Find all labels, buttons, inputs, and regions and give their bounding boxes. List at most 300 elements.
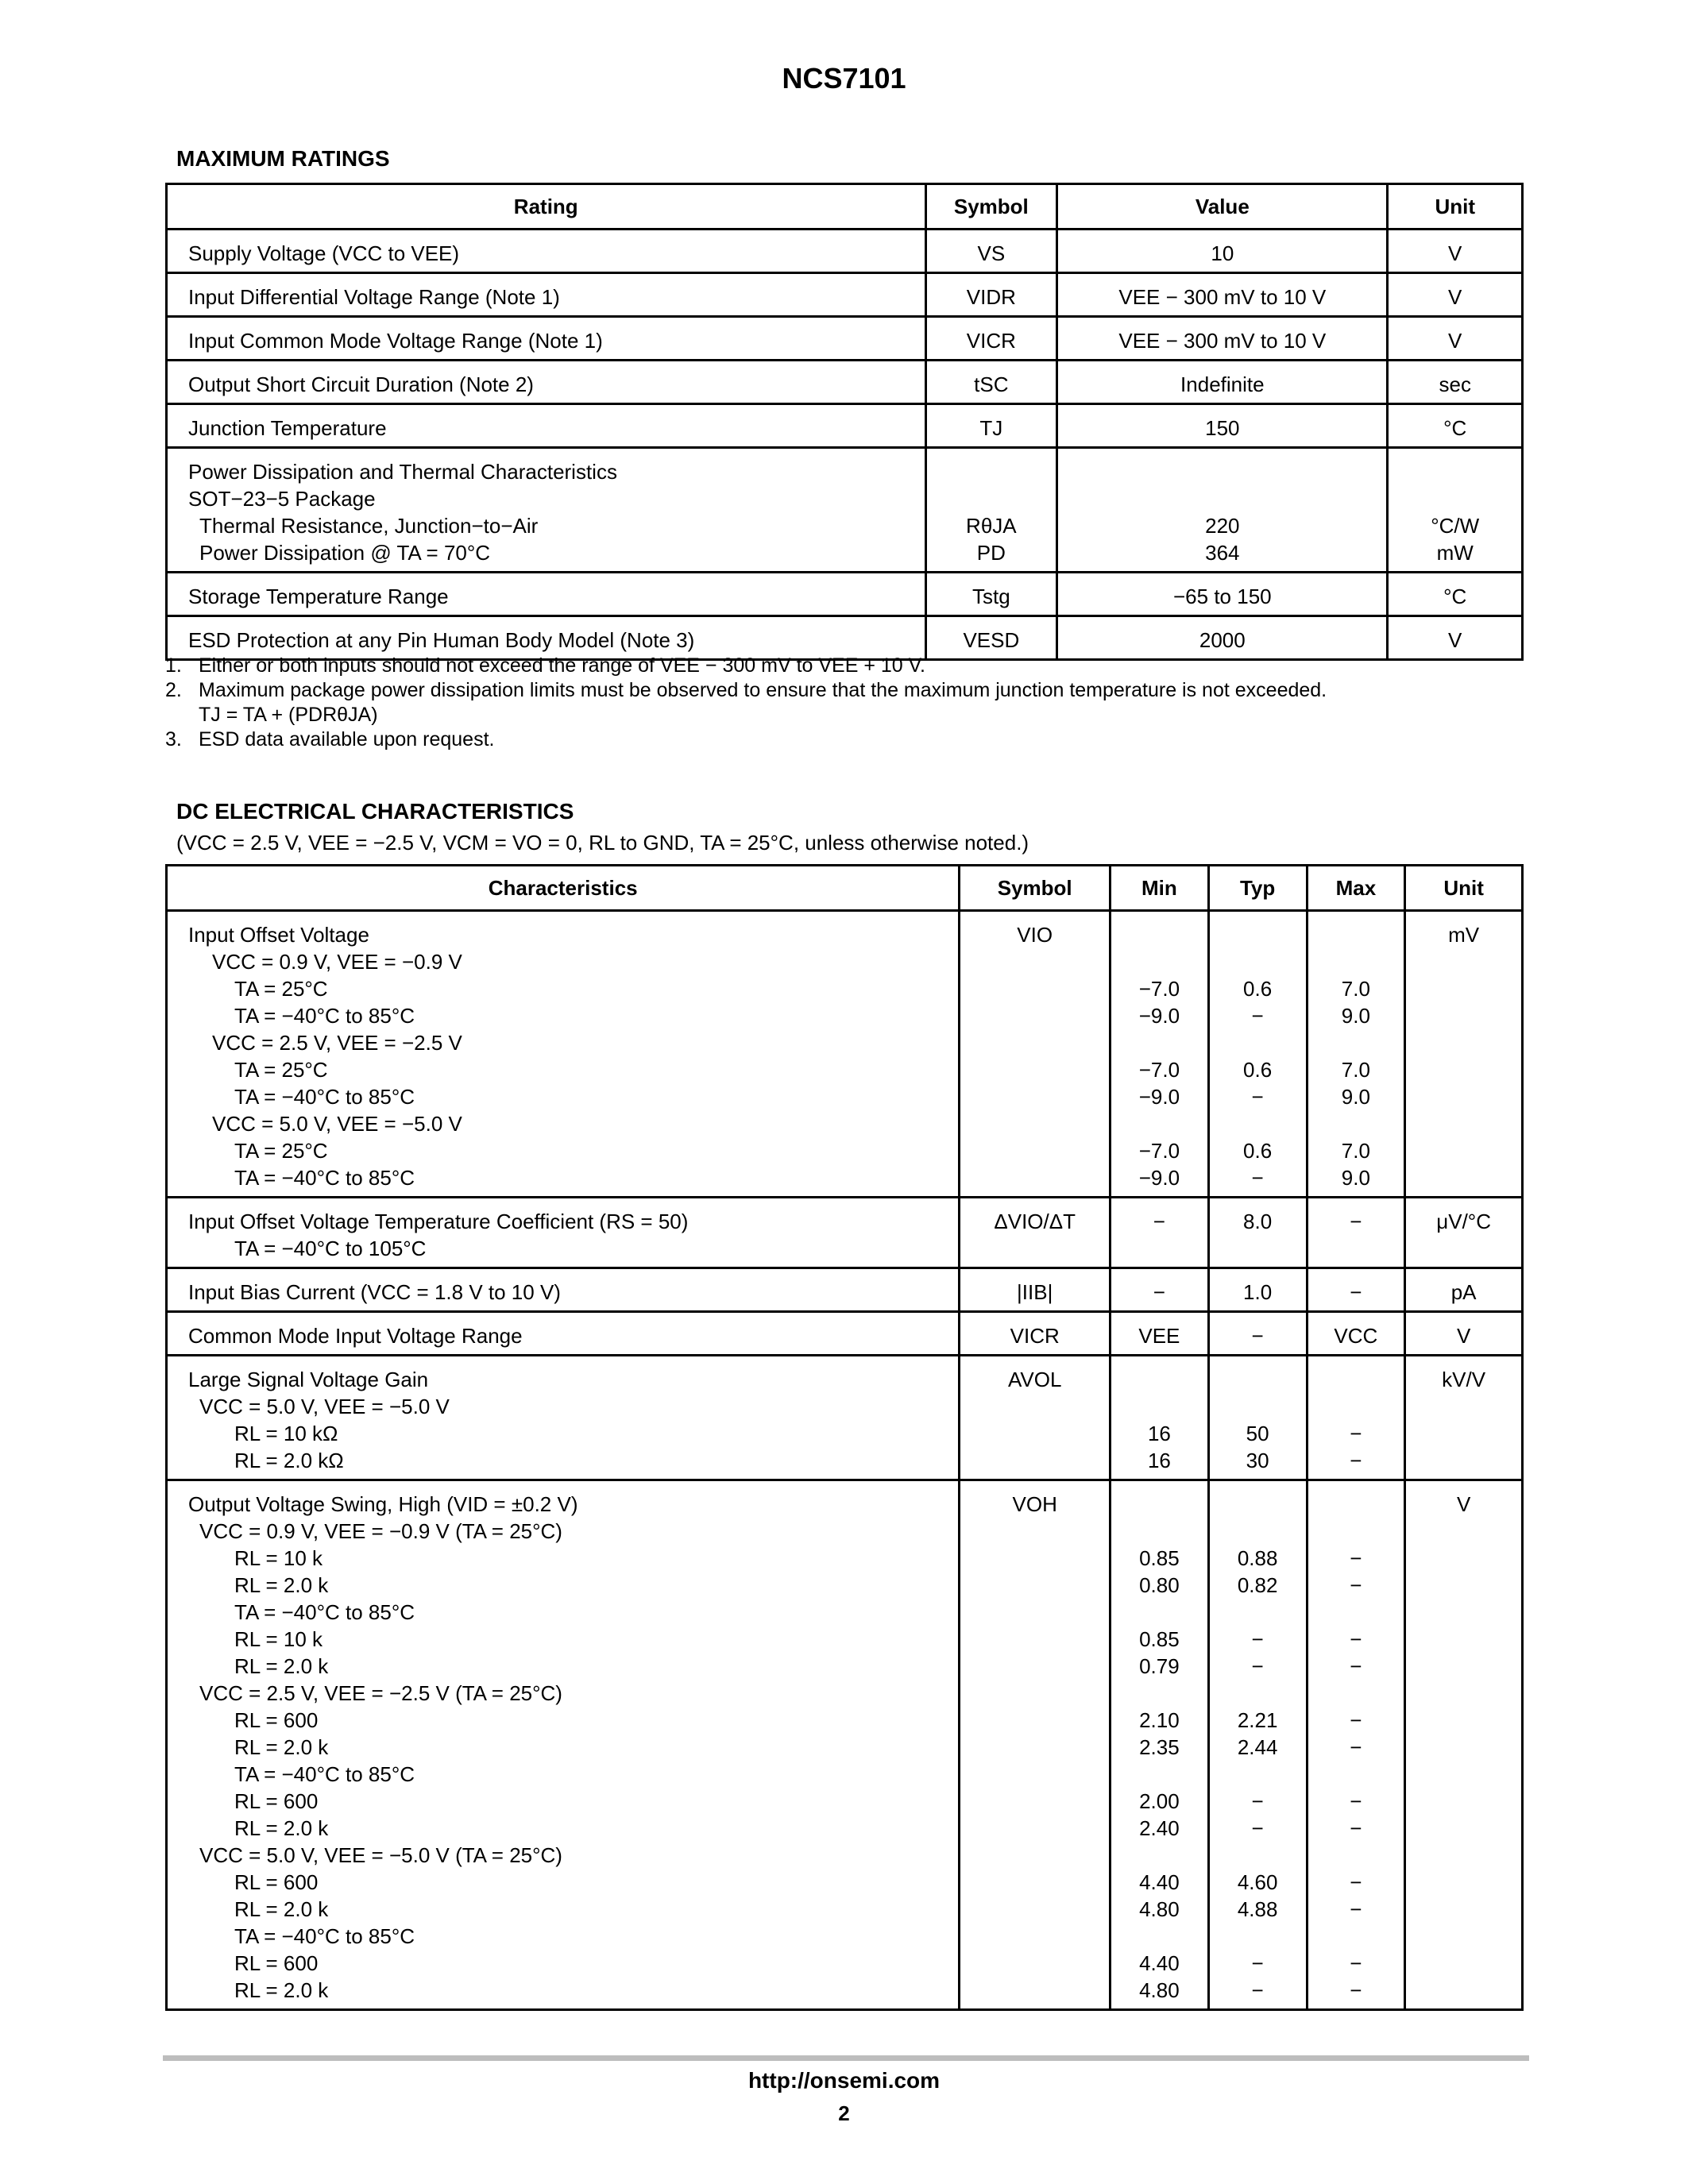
max-cell-line xyxy=(1315,1518,1398,1545)
max-cell-line xyxy=(1315,1842,1398,1869)
typ-cell-line xyxy=(1216,948,1300,975)
symbol-cell-line: VIO xyxy=(1017,923,1053,947)
max-cell-line: − xyxy=(1350,1870,1362,1894)
typ-cell-line: − xyxy=(1251,1951,1264,1975)
typ-cell-line: 0.88 xyxy=(1237,1546,1278,1570)
max-cell xyxy=(1307,1312,1405,1356)
unit-cell-line: mV xyxy=(1448,923,1480,947)
typ-cell-line xyxy=(1216,1518,1300,1545)
min-cell-line xyxy=(1118,1842,1201,1869)
unit-cell xyxy=(1388,616,1523,660)
max-cell-line xyxy=(1315,948,1398,975)
unit-cell xyxy=(1405,1480,1523,2010)
min-cell-line: 0.85 xyxy=(1139,1546,1180,1570)
unit-cell xyxy=(1388,573,1523,616)
table-row xyxy=(167,1268,1523,1312)
min-cell-line: − xyxy=(1153,1210,1165,1233)
min-cell-line: 4.40 xyxy=(1139,1951,1180,1975)
symbol-cell-line: RθJA xyxy=(966,514,1017,538)
rating-cell-line: Input Differential Voltage Range (Note 1) xyxy=(188,285,560,309)
max-cell-line xyxy=(1315,1680,1398,1707)
characteristic-cell-line: TA = −40°C to 105°C xyxy=(234,1237,427,1260)
symbol-cell xyxy=(925,448,1057,573)
unit-cell xyxy=(1405,1312,1523,1356)
unit-cell-line: °C/W xyxy=(1431,514,1480,538)
min-cell-line xyxy=(1118,1110,1201,1137)
characteristic-cell-line: RL = 2.0 kΩ xyxy=(234,1449,344,1472)
symbol-cell-line: VESD xyxy=(963,628,1020,652)
characteristic-cell xyxy=(167,1268,960,1312)
symbol-cell-line xyxy=(933,458,1050,485)
typ-cell-line: 0.6 xyxy=(1243,1058,1273,1082)
symbol-cell xyxy=(925,404,1057,448)
footer-divider xyxy=(163,2055,1529,2061)
value-cell xyxy=(1057,448,1388,573)
min-cell-line: 16 xyxy=(1147,1422,1171,1445)
note-item xyxy=(165,654,1327,678)
typ-cell-line: 30 xyxy=(1246,1449,1269,1472)
max-cell-line: − xyxy=(1350,1422,1362,1445)
typ-cell-line xyxy=(1216,1680,1300,1707)
min-cell-line: −9.0 xyxy=(1138,1166,1180,1190)
rating-cell-line: Output Short Circuit Duration (Note 2) xyxy=(188,372,534,396)
typ-cell-line: − xyxy=(1251,1004,1264,1028)
min-cell-line xyxy=(1118,1680,1201,1707)
table-row xyxy=(167,317,1523,361)
min-cell-line: 4.80 xyxy=(1139,1897,1180,1921)
min-cell-line: 16 xyxy=(1147,1449,1171,1472)
rating-cell-line: Power Dissipation @ TA = 70°C xyxy=(199,541,491,565)
characteristic-cell xyxy=(167,1312,960,1356)
value-cell-line: 150 xyxy=(1205,416,1240,440)
value-cell-line xyxy=(1064,458,1380,485)
header-symbol: Symbol xyxy=(960,866,1111,911)
max-cell-line: 7.0 xyxy=(1341,977,1370,1001)
characteristic-cell-line: RL = 2.0 k xyxy=(234,1573,329,1597)
max-cell-line: − xyxy=(1350,1708,1362,1732)
typ-cell-line: − xyxy=(1251,1085,1264,1109)
value-cell-line: VEE − 300 mV to 10 V xyxy=(1118,285,1327,309)
max-cell-line xyxy=(1315,1029,1398,1056)
characteristic-cell-line: RL = 600 xyxy=(234,1951,319,1975)
note-number: 1. xyxy=(165,654,182,677)
max-cell xyxy=(1307,1480,1405,2010)
unit-cell-line xyxy=(1395,485,1515,512)
characteristic-cell-line: VCC = 5.0 V, VEE = −5.0 V xyxy=(212,1112,462,1136)
min-cell xyxy=(1111,911,1209,1198)
symbol-cell-line: tSC xyxy=(974,372,1009,396)
symbol-cell-line: AVOL xyxy=(1007,1368,1062,1391)
unit-cell-line: V xyxy=(1448,329,1462,353)
symbol-cell-line: VICR xyxy=(966,329,1016,353)
rating-cell-line: Supply Voltage (VCC to VEE) xyxy=(188,241,460,265)
characteristic-cell-line: RL = 600 xyxy=(234,1870,319,1894)
max-cell-line: − xyxy=(1350,1627,1362,1651)
max-cell-line: − xyxy=(1350,1735,1362,1759)
unit-cell xyxy=(1405,1198,1523,1268)
rating-cell-line: Thermal Resistance, Junction−to−Air xyxy=(199,514,539,538)
page-title: NCS7101 xyxy=(782,62,906,95)
min-cell xyxy=(1111,1198,1209,1268)
symbol-cell xyxy=(960,1268,1111,1312)
note-number: 3. xyxy=(165,728,182,751)
typ-cell-line xyxy=(1216,1599,1300,1626)
min-cell-line: 2.00 xyxy=(1139,1789,1180,1813)
max-cell-line: − xyxy=(1350,1280,1362,1304)
symbol-cell-line: PD xyxy=(976,541,1006,565)
max-cell-line: 9.0 xyxy=(1341,1166,1370,1190)
min-cell-line: 0.80 xyxy=(1139,1573,1180,1597)
characteristic-cell-line: Input Offset Voltage Temperature Coefficient (RS = 50) xyxy=(188,1210,689,1233)
symbol-cell xyxy=(960,911,1111,1198)
typ-cell-line: 50 xyxy=(1246,1422,1269,1445)
characteristic-cell-line: TA = −40°C to 85°C xyxy=(234,1085,415,1109)
characteristic-cell-line: TA = −40°C to 85°C xyxy=(234,1924,415,1948)
symbol-cell xyxy=(960,1480,1111,2010)
min-cell-line: 2.10 xyxy=(1139,1708,1180,1732)
table-row xyxy=(167,573,1523,616)
max-cell-line xyxy=(1315,1393,1398,1420)
characteristic-cell-line: RL = 2.0 k xyxy=(234,1978,329,2002)
value-cell-line: 364 xyxy=(1205,541,1240,565)
value-cell xyxy=(1057,317,1388,361)
rating-cell xyxy=(167,317,926,361)
characteristic-cell-line: TA = 25°C xyxy=(234,977,328,1001)
header-max: Max xyxy=(1307,866,1405,911)
rating-cell xyxy=(167,404,926,448)
min-cell-line: 0.79 xyxy=(1139,1654,1180,1678)
table-row xyxy=(167,1198,1523,1268)
value-cell xyxy=(1057,361,1388,404)
min-cell xyxy=(1111,1268,1209,1312)
characteristic-cell-line: TA = −40°C to 85°C xyxy=(234,1600,415,1624)
characteristic-cell-line: RL = 10 k xyxy=(234,1627,323,1651)
characteristic-cell-line: Large Signal Voltage Gain xyxy=(188,1368,429,1391)
max-cell xyxy=(1307,1356,1405,1480)
max-cell-line xyxy=(1315,1761,1398,1788)
note-number: 2. xyxy=(165,679,182,701)
symbol-cell xyxy=(925,361,1057,404)
max-cell-line: 7.0 xyxy=(1341,1139,1370,1163)
max-cell-line: − xyxy=(1350,1816,1362,1840)
max-ratings-table xyxy=(165,183,1524,661)
characteristic-cell-line: VCC = 0.9 V, VEE = −0.9 V xyxy=(212,950,462,974)
max-cell-line: − xyxy=(1350,1978,1362,2002)
typ-cell-line: − xyxy=(1251,1789,1264,1813)
unit-cell-line: sec xyxy=(1439,372,1471,396)
typ-cell-line xyxy=(1216,921,1300,948)
rating-cell-line: Input Common Mode Voltage Range (Note 1) xyxy=(188,329,603,353)
symbol-cell xyxy=(925,317,1057,361)
dc-characteristics-table xyxy=(165,864,1524,2011)
symbol-cell xyxy=(960,1198,1111,1268)
unit-cell xyxy=(1388,404,1523,448)
typ-cell-line: − xyxy=(1251,1816,1264,1840)
symbol-cell xyxy=(925,273,1057,317)
typ-cell xyxy=(1208,911,1307,1198)
max-cell-line xyxy=(1315,1491,1398,1518)
min-cell-line: −7.0 xyxy=(1138,977,1180,1001)
table-row xyxy=(167,404,1523,448)
typ-cell-line xyxy=(1216,1029,1300,1056)
rating-cell xyxy=(167,361,926,404)
characteristic-cell-line: Common Mode Input Voltage Range xyxy=(188,1324,523,1348)
typ-cell-line: − xyxy=(1251,1654,1264,1678)
min-cell-line xyxy=(1118,1761,1201,1788)
symbol-cell-line: |IIB| xyxy=(1017,1280,1053,1304)
unit-cell-line: kV/V xyxy=(1442,1368,1486,1391)
rating-cell xyxy=(167,448,926,573)
header-min: Min xyxy=(1111,866,1209,911)
unit-cell-line: °C xyxy=(1443,585,1467,608)
characteristic-cell-line: TA = −40°C to 85°C xyxy=(234,1762,415,1786)
typ-cell-line xyxy=(1216,1491,1300,1518)
note-number xyxy=(165,703,199,727)
min-cell-line xyxy=(1118,1029,1201,1056)
min-cell-line: −9.0 xyxy=(1138,1004,1180,1028)
min-cell-line: −9.0 xyxy=(1138,1085,1180,1109)
table-header-row xyxy=(167,184,1523,230)
min-cell-line xyxy=(1118,1366,1201,1393)
characteristic-cell-line: RL = 600 xyxy=(234,1789,319,1813)
typ-cell-line xyxy=(1216,1366,1300,1393)
min-cell-line xyxy=(1118,948,1201,975)
typ-cell-line: 4.60 xyxy=(1237,1870,1278,1894)
value-cell xyxy=(1057,573,1388,616)
characteristic-cell-line: VCC = 0.9 V, VEE = −0.9 V (TA = 25°C) xyxy=(199,1519,562,1543)
typ-cell xyxy=(1208,1312,1307,1356)
header-characteristics: Characteristics xyxy=(167,866,960,911)
characteristic-cell-line: TA = −40°C to 85°C xyxy=(234,1166,415,1190)
min-cell-line xyxy=(1118,1923,1201,1950)
typ-cell-line: 0.6 xyxy=(1243,977,1273,1001)
characteristic-cell xyxy=(167,1480,960,2010)
symbol-cell-line: VOH xyxy=(1012,1492,1057,1516)
min-cell-line: 0.85 xyxy=(1139,1627,1180,1651)
typ-cell-line: − xyxy=(1251,1627,1264,1651)
unit-cell-line: V xyxy=(1456,1324,1471,1348)
note-item xyxy=(165,727,1327,752)
max-cell-line: − xyxy=(1350,1449,1362,1472)
note-text: TJ = TA + (PDRθJA) xyxy=(199,704,378,726)
max-cell-line xyxy=(1315,1110,1398,1137)
unit-cell xyxy=(1405,1356,1523,1480)
characteristic-cell-line: TA = 25°C xyxy=(234,1058,328,1082)
symbol-cell xyxy=(925,573,1057,616)
rating-cell-line: Storage Temperature Range xyxy=(188,585,449,608)
header-rating: Rating xyxy=(167,184,926,230)
typ-cell-line: 8.0 xyxy=(1243,1210,1273,1233)
table-row xyxy=(167,1312,1523,1356)
unit-cell-line: V xyxy=(1448,628,1462,652)
min-cell-line: −7.0 xyxy=(1138,1139,1180,1163)
rating-cell-line: Junction Temperature xyxy=(188,416,387,440)
min-cell-line: VEE xyxy=(1138,1324,1180,1348)
typ-cell-line: 0.6 xyxy=(1243,1139,1273,1163)
characteristic-cell-line: Output Voltage Swing, High (VID = ±0.2 V) xyxy=(188,1492,578,1516)
header-typ: Typ xyxy=(1208,866,1307,911)
rating-cell-line: ESD Protection at any Pin Human Body Model (Note 3) xyxy=(188,628,695,652)
note-text: Either or both inputs should not exceed the range of VEE − 300 mV to VEE + 10 V. xyxy=(199,654,925,677)
symbol-cell-line xyxy=(933,485,1050,512)
unit-cell-line: V xyxy=(1448,285,1462,309)
typ-cell-line: 1.0 xyxy=(1243,1280,1273,1304)
table-row xyxy=(167,361,1523,404)
characteristic-cell-line: Input Bias Current (VCC = 1.8 V to 10 V) xyxy=(188,1280,561,1304)
table-row xyxy=(167,1480,1523,2010)
max-cell-line: − xyxy=(1350,1951,1362,1975)
header-value: Value xyxy=(1057,184,1388,230)
max-cell-line: − xyxy=(1350,1210,1362,1233)
min-cell-line xyxy=(1118,921,1201,948)
min-cell-line: 2.40 xyxy=(1139,1816,1180,1840)
symbol-cell-line: TJ xyxy=(979,416,1003,440)
characteristic-cell-line: RL = 2.0 k xyxy=(234,1735,329,1759)
table-header-row xyxy=(167,866,1523,911)
footer-url-link[interactable]: http://onsemi.com xyxy=(747,2068,941,2093)
note-text: ESD data available upon request. xyxy=(199,728,495,751)
unit-cell-line: V xyxy=(1456,1492,1471,1516)
min-cell-line xyxy=(1118,1599,1201,1626)
typ-cell-line: 0.82 xyxy=(1237,1573,1278,1597)
characteristic-cell-line: TA = 25°C xyxy=(234,1139,328,1163)
header-unit: Unit xyxy=(1405,866,1523,911)
min-cell-line: 4.80 xyxy=(1139,1978,1180,2002)
unit-cell xyxy=(1388,230,1523,273)
min-cell-line: 2.35 xyxy=(1139,1735,1180,1759)
max-cell-line: 9.0 xyxy=(1341,1085,1370,1109)
max-cell-line: − xyxy=(1350,1546,1362,1570)
unit-cell xyxy=(1388,448,1523,573)
max-cell-line: − xyxy=(1350,1789,1362,1813)
unit-cell xyxy=(1405,1268,1523,1312)
unit-cell xyxy=(1405,911,1523,1198)
table-row xyxy=(167,911,1523,1198)
dc-characteristics-title: DC ELECTRICAL CHARACTERISTICS xyxy=(176,799,574,824)
symbol-cell-line: VS xyxy=(977,241,1006,265)
characteristic-cell-line: RL = 2.0 k xyxy=(234,1654,329,1678)
table-row xyxy=(167,1356,1523,1480)
value-cell-line: Indefinite xyxy=(1180,372,1265,396)
symbol-cell xyxy=(960,1356,1111,1480)
characteristic-cell-line: RL = 10 kΩ xyxy=(234,1422,338,1445)
max-cell-line xyxy=(1315,1923,1398,1950)
characteristic-cell-line: VCC = 5.0 V, VEE = −5.0 V xyxy=(199,1395,450,1418)
unit-cell xyxy=(1388,361,1523,404)
unit-cell-line: μV/°C xyxy=(1436,1210,1491,1233)
typ-cell-line: − xyxy=(1251,1324,1264,1348)
characteristic-cell xyxy=(167,911,960,1198)
typ-cell xyxy=(1208,1268,1307,1312)
characteristic-cell-line: RL = 2.0 k xyxy=(234,1897,329,1921)
value-cell-line: −65 to 150 xyxy=(1173,585,1272,608)
unit-cell-line: °C xyxy=(1443,416,1467,440)
typ-cell xyxy=(1208,1198,1307,1268)
characteristic-cell-line: VCC = 2.5 V, VEE = −2.5 V (TA = 25°C) xyxy=(199,1681,562,1705)
min-cell xyxy=(1111,1356,1209,1480)
value-cell-line xyxy=(1064,485,1380,512)
typ-cell-line: 2.21 xyxy=(1237,1708,1278,1732)
value-cell-line: 2000 xyxy=(1199,628,1246,652)
value-cell xyxy=(1057,273,1388,317)
characteristic-cell-line: RL = 10 k xyxy=(234,1546,323,1570)
value-cell-line: 10 xyxy=(1211,241,1234,265)
max-cell xyxy=(1307,911,1405,1198)
symbol-cell-line: Tstg xyxy=(972,585,1010,608)
typ-cell-line xyxy=(1216,1842,1300,1869)
page-number: 2 xyxy=(838,2101,850,2125)
max-cell-line xyxy=(1315,1366,1398,1393)
typ-cell-line: 2.44 xyxy=(1237,1735,1278,1759)
typ-cell-line: − xyxy=(1251,1978,1264,2002)
value-cell-line: 220 xyxy=(1205,514,1240,538)
unit-cell xyxy=(1388,317,1523,361)
unit-cell-line: V xyxy=(1448,241,1462,265)
rating-cell xyxy=(167,573,926,616)
characteristic-cell-line: RL = 600 xyxy=(234,1708,319,1732)
characteristic-cell-line: TA = −40°C to 85°C xyxy=(234,1004,415,1028)
characteristic-cell xyxy=(167,1356,960,1480)
max-cell-line: 7.0 xyxy=(1341,1058,1370,1082)
value-cell xyxy=(1057,404,1388,448)
table-row xyxy=(167,273,1523,317)
min-cell-line: −7.0 xyxy=(1138,1058,1180,1082)
max-cell-line: − xyxy=(1350,1897,1362,1921)
table-row xyxy=(167,230,1523,273)
unit-cell-line: pA xyxy=(1450,1280,1477,1304)
symbol-cell-line: VIDR xyxy=(966,285,1016,309)
typ-cell-line xyxy=(1216,1761,1300,1788)
typ-cell xyxy=(1208,1480,1307,2010)
rating-cell-line: SOT−23−5 Package xyxy=(188,487,376,511)
max-cell-line xyxy=(1315,1599,1398,1626)
value-cell-line: VEE − 300 mV to 10 V xyxy=(1118,329,1327,353)
min-cell-line xyxy=(1118,1491,1201,1518)
max-cell xyxy=(1307,1268,1405,1312)
test-conditions: (VCC = 2.5 V, VEE = −2.5 V, VCM = VO = 0, RL to GND, TA = 25°C, unless otherwise noted.) xyxy=(176,831,1029,855)
max-cell-line: 9.0 xyxy=(1341,1004,1370,1028)
min-cell xyxy=(1111,1480,1209,2010)
max-cell-line: − xyxy=(1350,1654,1362,1678)
characteristic-cell xyxy=(167,1198,960,1268)
max-cell-line: VCC xyxy=(1334,1324,1378,1348)
rating-cell xyxy=(167,273,926,317)
min-cell-line: − xyxy=(1153,1280,1165,1304)
characteristic-cell-line: VCC = 5.0 V, VEE = −5.0 V (TA = 25°C) xyxy=(199,1843,562,1867)
min-cell-line xyxy=(1118,1393,1201,1420)
unit-cell xyxy=(1388,273,1523,317)
note-item xyxy=(165,678,1327,703)
characteristic-cell-line: VCC = 2.5 V, VEE = −2.5 V xyxy=(212,1031,462,1055)
typ-cell-line: − xyxy=(1251,1166,1264,1190)
characteristic-cell-line: Input Offset Voltage xyxy=(188,923,369,947)
typ-cell-line xyxy=(1216,1393,1300,1420)
max-cell-line xyxy=(1315,921,1398,948)
min-cell-line xyxy=(1118,1518,1201,1545)
rating-cell-line: Power Dissipation and Thermal Characteristics xyxy=(188,460,617,484)
characteristic-cell-line: RL = 2.0 k xyxy=(234,1816,329,1840)
ratings-notes xyxy=(165,654,1327,752)
max-cell-line: − xyxy=(1350,1573,1362,1597)
note-item xyxy=(165,703,1327,727)
max-ratings-title: MAXIMUM RATINGS xyxy=(176,146,390,171)
min-cell-line: 4.40 xyxy=(1139,1870,1180,1894)
symbol-cell-line: ΔVIO/ΔT xyxy=(994,1210,1076,1233)
header-unit: Unit xyxy=(1388,184,1523,230)
symbol-cell xyxy=(960,1312,1111,1356)
unit-cell-line xyxy=(1395,458,1515,485)
symbol-cell-line: VICR xyxy=(1010,1324,1060,1348)
